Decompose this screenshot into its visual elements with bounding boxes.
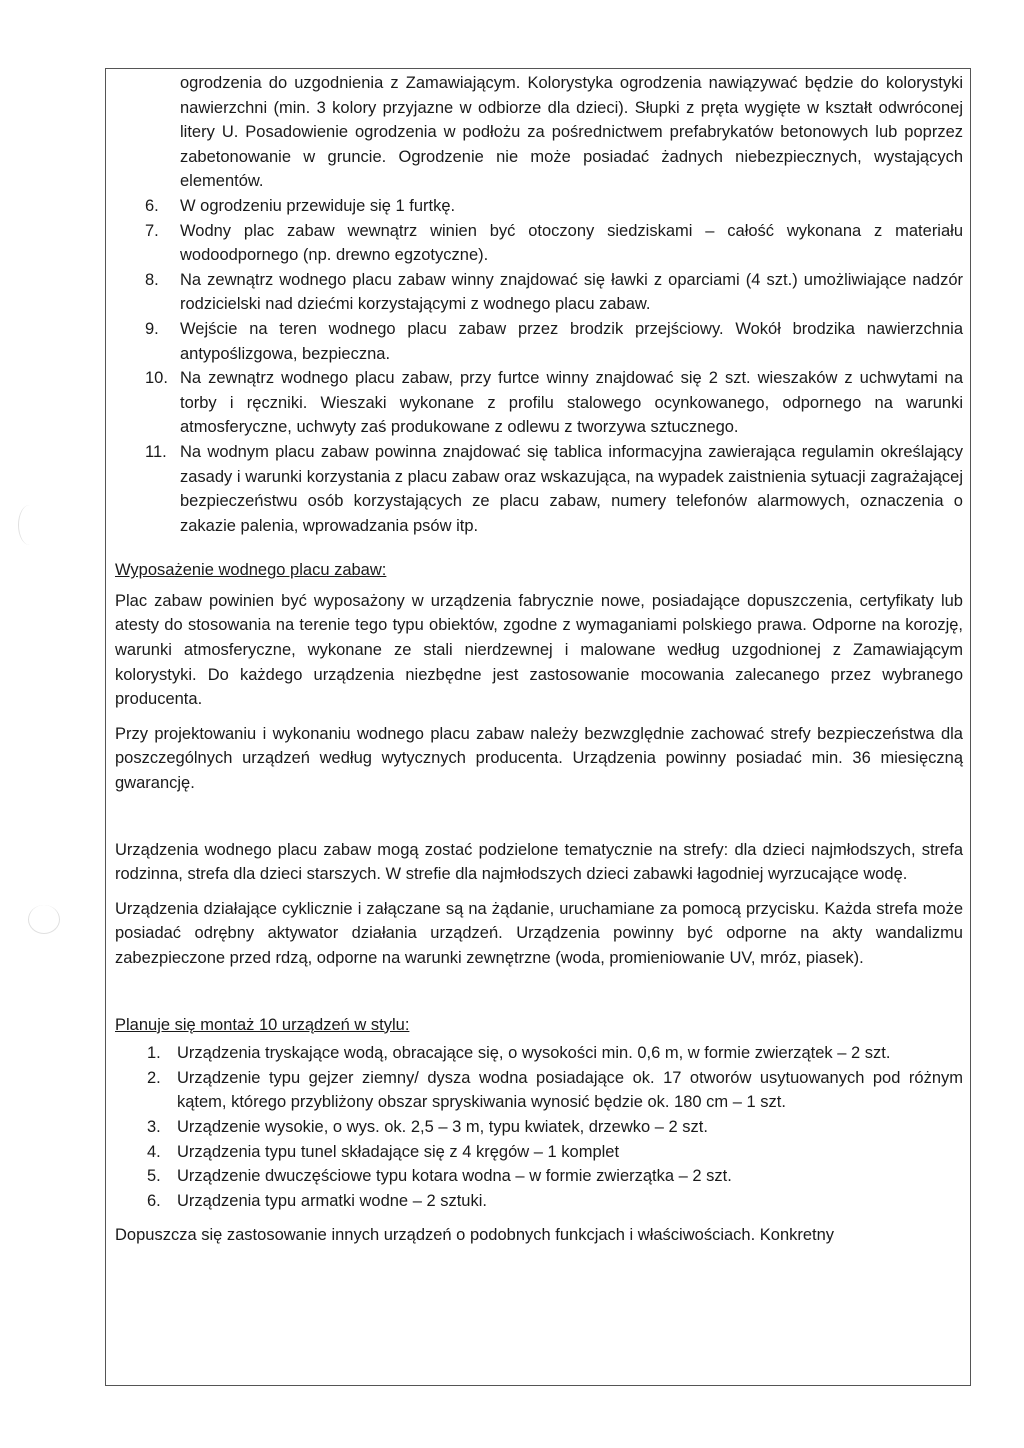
list-item: 8. Na zewnątrz wodnego placu zabaw winny znajdować się ławki z oparciami (4 szt.) umożliwiające nadzór rodzicielski nad dziećmi korzystającymi z wodnego placu zabaw.: [145, 270, 963, 314]
paragraph-operation: Urządzenia działające cyklicznie i załączane są na żądanie, uruchamiane za pomocą przycisku. Każda strefa może posiadać odrębny aktywator działania urządzeń. Urządzenia powinny być odporne na akty wandalizmu zabezpieczone przed rdzą, odporne na warunki zewnętrzne (woda, promieniowanie UV, mróz, piasek).: [115, 899, 963, 967]
list-item: 2. Urządzenie typu gejzer ziemny/ dysza wodna posiadające ok. 17 otworów usytuowanych pod różnym kątem, którego przybliżony obszar spryskiwania wynosić będzie ok. 180 cm – 1 szt.: [147, 1068, 963, 1112]
equipment-heading: Wyposażenie wodnego placu zabaw:: [115, 561, 387, 580]
document-body: [115, 71, 963, 1248]
requirements-list: [115, 71, 963, 538]
devices-list: [115, 1041, 963, 1213]
list-item: 9. Wejście na teren wodnego placu zabaw przez brodzik przejściowy. Wokół brodzika nawierzchnia antypoślizgowa, bezpieczna.: [145, 319, 963, 363]
scan-punch-hole-mark: [18, 505, 41, 545]
list-item: 4. Urządzenia typu tunel składające się z 4 kręgów – 1 komplet: [147, 1142, 620, 1161]
paragraph-alternatives: Dopuszcza się zastosowanie innych urządzeń o podobnych funkcjach i właściwościach. Konkretny: [115, 1226, 835, 1245]
scan-punch-hole-mark: [28, 905, 60, 934]
paragraph-safety-zones: Przy projektowaniu i wykonaniu wodnego placu zabaw należy bezwzględnie zachować strefy bezpieczeństwa dla poszczególnych urządzeń według wytycznych producenta. Urządzenia powinny posiadać min. 36 miesięczną gwarancję.: [115, 724, 963, 793]
list-item: ogrodzenia do uzgodnienia z Zamawiającym. Kolorystyka ogrodzenia nawiązywać będzie do kolorystyki nawierzchni (min. 3 kolory przyjazne w odbiorze dla dzieci). Słupki z pręta wygięte w kształt odwróconej litery U. Posadowienie ogrodzenia w podłożu za pośrednictwem prefabrykatów betonowych lub poprzez zabetonowanie w gruncie. Ogrodzenie nie może posiadać żadnych niebezpiecznych, wystających elementów.: [180, 74, 963, 191]
paragraph-equipment: Plac zabaw powinien być wyposażony w urządzenia fabrycznie nowe, posiadające dopuszczenia, certyfikaty lub atesty do stosowania na terenie tego typu obiektów, zgodne z wymaganiami polskiego prawa. Odporne na korozję, warunki atmosferyczne, wykonane ze stali nierdzewnej i malowane według uzgodnionej z Zamawiającym kolorystyki. Do każdego urządzenia niezbędne jest zastosowanie mocowania zalecanego przez wybranego producenta.: [115, 591, 963, 709]
list-item: 11. Na wodnym placu zabaw powinna znajdować się tablica informacyjna zawierająca regulamin określający zasady i warunki korzystania z placu zabaw oraz wskazująca, na wypadek zaistnienia sytuacji zagrażającej bezpieczeństwu osób korzystających ze placu zabaw, numery telefonów alarmowych, oznaczenia o zakazie palenia, wprowadzania psów itp.: [145, 442, 963, 535]
paragraph-zones: Urządzenia wodnego placu zabaw mogą zostać podzielone tematycznie na strefy: dla dzieci najmłodszych, strefa rodzinna, strefa dla dzieci starszych. W strefie dla najmłodszych dzieci zabawki łagodniej wyrzucające wodę.: [115, 840, 963, 884]
list-item: 3. Urządzenie wysokie, o wys. ok. 2,5 – 3 m, typu kwiatek, drzewko – 2 szt.: [147, 1117, 708, 1136]
devices-heading: Planuje się montaż 10 urządzeń w stylu:: [115, 1015, 410, 1034]
list-item: 5. Urządzenie dwuczęściowe typu kotara wodna – w formie zwierzątka – 2 szt.: [147, 1167, 732, 1186]
list-item: 6. W ogrodzeniu przewiduje się 1 furtkę.: [145, 196, 456, 215]
list-item: 10. Na zewnątrz wodnego placu zabaw, przy furtce winny znajdować się 2 szt. wieszaków z uchwytami na torby i ręczniki. Wieszaki wykonane z profilu stalowego ocynkowanego, odpornego na warunki atmosferyczne, uchwyty zaś produkowane z odlewu z tworzywa sztucznego.: [145, 369, 963, 437]
list-item: 1. Urządzenia tryskające wodą, obracające się, o wysokości min. 0,6 m, w formie zwierzątek – 2 szt.: [147, 1044, 891, 1063]
list-item: 7. Wodny plac zabaw wewnątrz winien być otoczony siedziskami – całość wykonana z materiału wodoodpornego (np. drewno egzotyczne).: [145, 221, 963, 265]
list-item: 6. Urządzenia typu armatki wodne – 2 sztuki.: [147, 1191, 487, 1210]
